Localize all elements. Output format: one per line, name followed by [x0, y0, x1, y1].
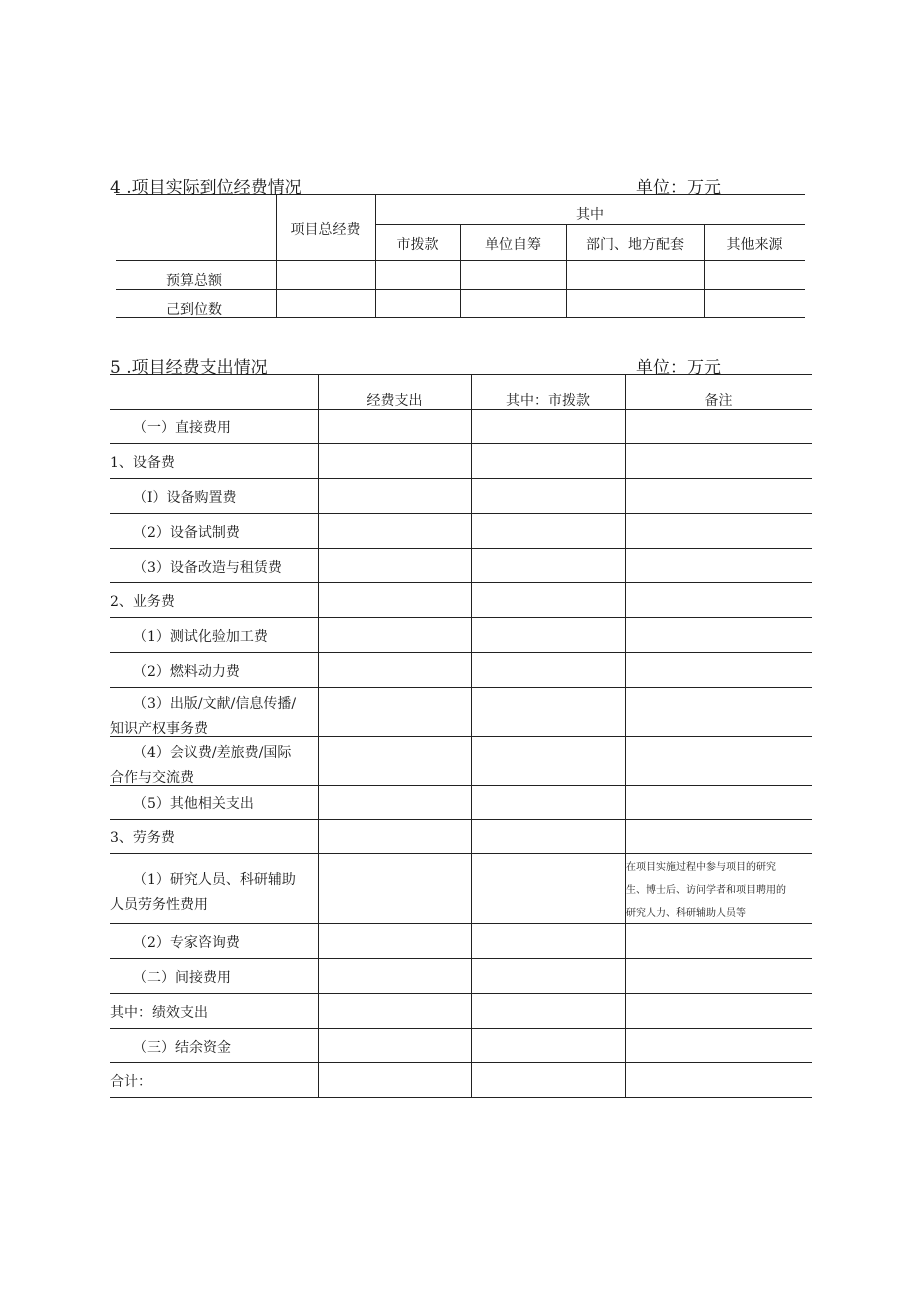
section4-title: 4 .项目实际到位经费情况	[110, 178, 302, 198]
s5-header-city-funds: 其中：市拨款	[506, 393, 590, 409]
s5-row-label: （一）直接费用	[133, 420, 231, 436]
s5-row-line	[110, 819, 812, 820]
s4-header-total: 项目总经费	[290, 222, 361, 238]
s5-row-line	[110, 736, 812, 737]
s5-row-line	[110, 687, 812, 688]
s5-row-label: 1、设备费	[110, 455, 175, 471]
s5-row-label: 3、劳务费	[110, 830, 175, 846]
s5-row-line	[110, 582, 812, 583]
s5-row-label-2: 人员劳务性费用	[110, 897, 208, 913]
s5-row-label: （1）研究人员、科研辅助	[133, 872, 296, 888]
s4-row-budget: 预算总额	[166, 273, 222, 289]
s4-header-sub-2: 单位自筹	[485, 237, 541, 253]
s5-row-label: 2、业务费	[110, 594, 175, 610]
s4-header-sub-1: 市拨款	[396, 237, 439, 253]
s5-row-label: （5）其他相关支出	[133, 796, 254, 812]
s5-row-line	[110, 478, 812, 479]
s5-row-label: （I）设备购置费	[133, 490, 237, 506]
section5-title: 5 .项目经费支出情况	[110, 358, 268, 378]
s4-header-sub-4: 其他来源	[726, 237, 783, 253]
section5-unit: 单位：万元	[636, 358, 721, 378]
s5-row-line	[110, 617, 812, 618]
s5-row-line	[110, 785, 812, 786]
s5-row-label: 其中：绩效支出	[110, 1005, 208, 1021]
s5-row-label: （4）会议费/差旅费/国际	[133, 745, 292, 761]
s5-row-line	[110, 443, 812, 444]
s5-row-line	[110, 1028, 812, 1029]
s5-row-label: （二）间接费用	[133, 970, 231, 986]
s5-header-expense: 经费支出	[366, 393, 423, 409]
s4-header-sub-3: 部门、地方配套	[586, 237, 684, 253]
s5-row-line	[110, 513, 812, 514]
s5-row-total: 合计：	[110, 1074, 152, 1090]
s4-top-line	[116, 194, 805, 195]
s5-row-label: （3）出版/文献/信息传播/	[133, 696, 297, 712]
s5-remark-note-2: 生、博士后、访问学者和项目聘用的	[626, 885, 786, 896]
s4-group-line	[375, 224, 805, 225]
s5-remark-note-1: 在项目实施过程中参与项目的研究	[626, 862, 776, 873]
s5-row-line	[110, 1062, 812, 1063]
s4-row-received: 己到位数	[166, 302, 222, 318]
s5-row-line	[110, 958, 812, 959]
s5-row-line	[110, 993, 812, 994]
s5-bottom-line	[110, 1097, 812, 1098]
s5-header-remark: 备注	[704, 393, 733, 409]
s5-row-label: （3）设备改造与租赁费	[133, 560, 282, 576]
s5-row-label: （三）结余资金	[133, 1040, 231, 1056]
s5-row-line	[110, 853, 812, 854]
s5-row-line	[110, 548, 812, 549]
s5-top-line	[110, 374, 812, 375]
s5-row-line	[110, 652, 812, 653]
s5-row-label: （2）设备试制费	[133, 525, 240, 541]
section4-unit: 单位：万元	[636, 178, 721, 198]
s4-header-group: 其中	[576, 207, 604, 223]
s4-vline-1	[276, 194, 277, 317]
s5-row-label-2: 合作与交流费	[110, 770, 194, 786]
s5-remark-note-3: 研究人力、科研辅助人员等	[626, 908, 746, 919]
s5-row-label: （1）测试化验加工费	[133, 629, 268, 645]
s5-row-label: （2）专家咨询费	[133, 935, 240, 951]
s5-row-label-2: 知识产权事务费	[110, 721, 208, 737]
s5-row-label: （2）燃料动力费	[133, 664, 240, 680]
